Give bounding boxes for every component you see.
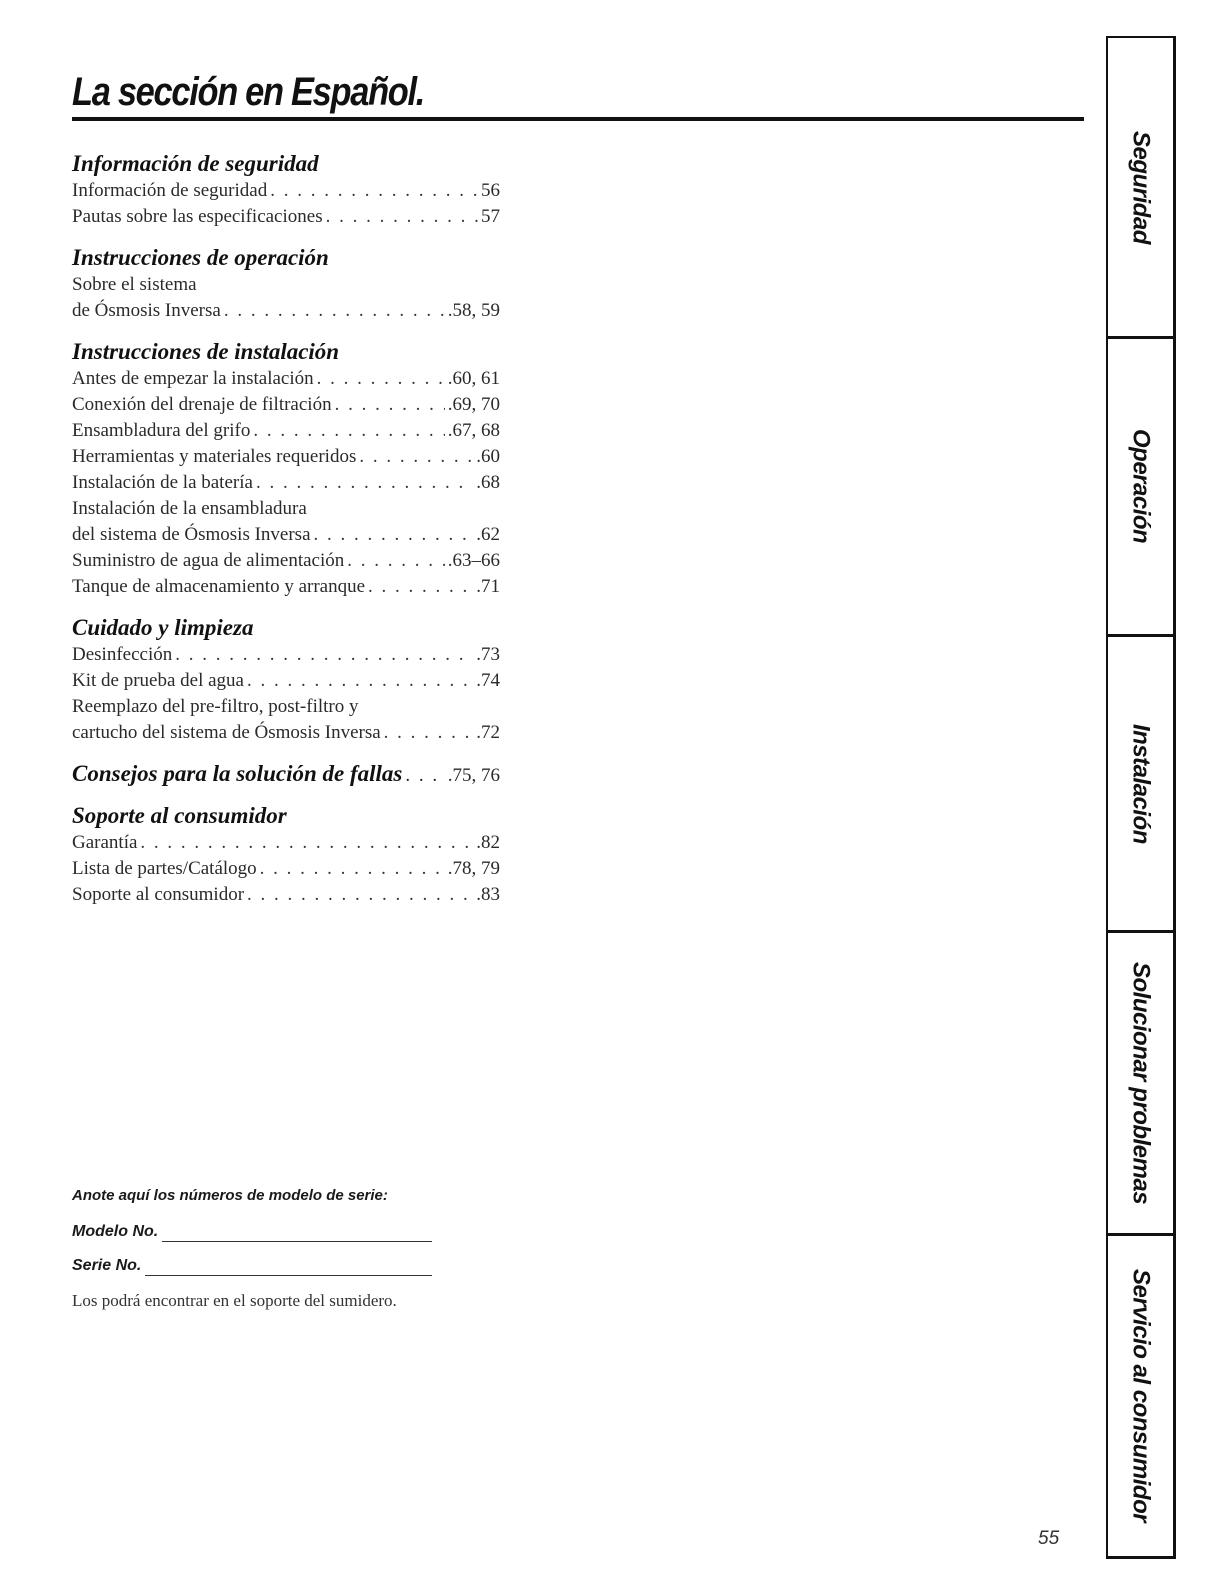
toc-entry-page: .63–66 xyxy=(447,550,500,571)
tab-label: Solucionar problemas xyxy=(1127,961,1155,1205)
toc-entry-page: .74 xyxy=(476,670,500,691)
toc-heading: Consejos para la solución de fallas xyxy=(72,761,403,786)
toc-heading: Información de seguridad xyxy=(72,151,319,176)
model-number-blank[interactable] xyxy=(162,1225,432,1242)
toc-entry-label: Tanque de almacenamiento y arranque xyxy=(72,576,366,597)
toc-entry[interactable] xyxy=(72,720,500,746)
leader-dots xyxy=(247,668,473,694)
serial-number-label: Serie No. xyxy=(72,1257,142,1274)
toc-heading: Soporte al consumidor xyxy=(72,803,287,828)
tab-instalacion[interactable] xyxy=(1108,634,1173,930)
leader-dots xyxy=(335,392,445,418)
toc-entry-page: .62 xyxy=(476,524,500,545)
tab-label: Instalación xyxy=(1127,723,1155,844)
toc-entry-label: Información de seguridad xyxy=(72,180,268,201)
toc-entry[interactable] xyxy=(72,178,500,204)
toc-section-cuidado xyxy=(72,614,500,746)
toc-entry-label: Soporte al consumidor xyxy=(72,884,245,905)
leader-dots xyxy=(253,418,444,444)
toc-entry-page: .78, 79 xyxy=(447,858,500,879)
section-tabs xyxy=(1106,36,1176,1559)
leader-dots xyxy=(314,522,474,548)
leader-dots xyxy=(368,574,473,600)
toc-entry[interactable] xyxy=(72,574,500,600)
model-number-field[interactable] xyxy=(72,1222,432,1242)
toc-entry-label: Conexión del drenaje de filtración xyxy=(72,394,332,415)
toc-entry[interactable] xyxy=(72,470,500,496)
title-rule xyxy=(72,117,1084,121)
toc-section-seguridad xyxy=(72,150,500,230)
toc-entry[interactable] xyxy=(72,760,500,788)
page-title: La sección en Español. xyxy=(72,70,425,114)
toc-entry-label: Garantía xyxy=(72,832,138,853)
toc-entry-label: Lista de partes/Catálogo xyxy=(72,858,257,879)
toc-entry-page: .60, 61 xyxy=(447,368,500,389)
toc-section-soporte xyxy=(72,802,500,908)
toc-entry-page: 56 xyxy=(481,180,500,201)
toc-heading: Cuidado y limpieza xyxy=(72,615,254,640)
toc-entry[interactable] xyxy=(72,392,500,418)
tab-label: Servicio al consumidor xyxy=(1127,1269,1155,1523)
toc-entry[interactable] xyxy=(72,418,500,444)
toc-entry[interactable] xyxy=(72,548,500,574)
leader-dots xyxy=(224,298,445,324)
toc-entry-page: .60 xyxy=(476,446,500,467)
toc-entry-label: cartucho del sistema de Ósmosis Inversa xyxy=(72,722,381,743)
leader-dots xyxy=(256,470,473,496)
toc-entry-page: .68 xyxy=(476,472,500,493)
table-of-contents xyxy=(72,150,500,922)
toc-entry-label: Pautas sobre las especificaciones xyxy=(72,206,323,227)
toc-entry[interactable] xyxy=(72,366,500,392)
toc-entry-page: .58, 59 xyxy=(447,300,500,321)
toc-entry[interactable] xyxy=(72,204,500,230)
toc-heading: Instrucciones de operación xyxy=(72,245,329,270)
leader-dots xyxy=(175,642,473,668)
toc-entry[interactable] xyxy=(72,522,500,548)
toc-entry-label: Kit de prueba del agua xyxy=(72,670,244,691)
toc-entry-label: Herramientas y materiales requeridos xyxy=(72,446,357,467)
toc-entry-page: .73 xyxy=(476,644,500,665)
toc-entry[interactable] xyxy=(72,642,500,668)
leader-dots xyxy=(359,444,473,470)
toc-entry-line: Sobre el sistema xyxy=(72,274,197,295)
toc-heading: Instrucciones de instalación xyxy=(72,339,340,364)
leader-dots xyxy=(140,830,473,856)
record-heading: Anote aquí los números de modelo de serie: xyxy=(72,1187,388,1204)
toc-entry-label: Desinfección xyxy=(72,644,173,665)
toc-entry-page: .69, 70 xyxy=(447,394,500,415)
toc-entry[interactable] xyxy=(72,444,500,470)
serial-number-field[interactable] xyxy=(72,1256,432,1276)
tab-solucionar-problemas[interactable] xyxy=(1108,930,1173,1233)
toc-section-instalacion xyxy=(72,338,500,600)
leader-dots xyxy=(347,548,444,574)
toc-entry-page: .75, 76 xyxy=(447,765,500,786)
toc-entry-page: .67, 68 xyxy=(447,420,500,441)
toc-entry-label: Ensambladura del grifo xyxy=(72,420,251,441)
toc-entry[interactable] xyxy=(72,856,500,882)
toc-entry-page: 57 xyxy=(481,206,500,227)
tab-servicio-al-consumidor[interactable] xyxy=(1108,1233,1173,1556)
model-number-label: Modelo No. xyxy=(72,1223,159,1240)
leader-dots xyxy=(270,178,478,204)
leader-dots xyxy=(326,204,478,230)
toc-entry-page: .83 xyxy=(476,884,500,905)
toc-entry[interactable] xyxy=(72,830,500,856)
toc-entry-page: .82 xyxy=(476,832,500,853)
record-note: Los podrá encontrar en el soporte del sumidero. xyxy=(72,1291,397,1310)
tab-label: Operación xyxy=(1127,429,1155,544)
leader-dots xyxy=(384,720,474,746)
toc-entry-line: Reemplazo del pre-filtro, post-filtro y xyxy=(72,696,359,717)
toc-entry-label: Antes de empezar la instalación xyxy=(72,368,314,389)
toc-entry[interactable] xyxy=(72,668,500,694)
model-serial-record xyxy=(72,1186,432,1311)
toc-entry-page: .72 xyxy=(476,722,500,743)
tab-operacion[interactable] xyxy=(1108,336,1173,634)
tab-seguridad[interactable] xyxy=(1108,38,1173,336)
leader-dots xyxy=(260,856,445,882)
leader-dots xyxy=(317,366,445,392)
toc-entry[interactable] xyxy=(72,882,500,908)
toc-entry-label: Suministro de agua de alimentación xyxy=(72,550,345,571)
toc-section-operacion xyxy=(72,244,500,324)
serial-number-blank[interactable] xyxy=(145,1259,432,1276)
toc-entry-label: del sistema de Ósmosis Inversa xyxy=(72,524,311,545)
toc-entry-label: Instalación de la batería xyxy=(72,472,253,493)
tab-label: Seguridad xyxy=(1127,130,1155,244)
toc-entry-label: de Ósmosis Inversa xyxy=(72,300,221,321)
leader-dots xyxy=(405,765,444,787)
leader-dots xyxy=(247,882,473,908)
page-number: 55 xyxy=(1038,1528,1060,1549)
toc-section-consejos xyxy=(72,760,500,788)
toc-entry-page: .71 xyxy=(476,576,500,597)
toc-entry-line: Instalación de la ensambladura xyxy=(72,498,307,519)
toc-entry[interactable] xyxy=(72,298,500,324)
